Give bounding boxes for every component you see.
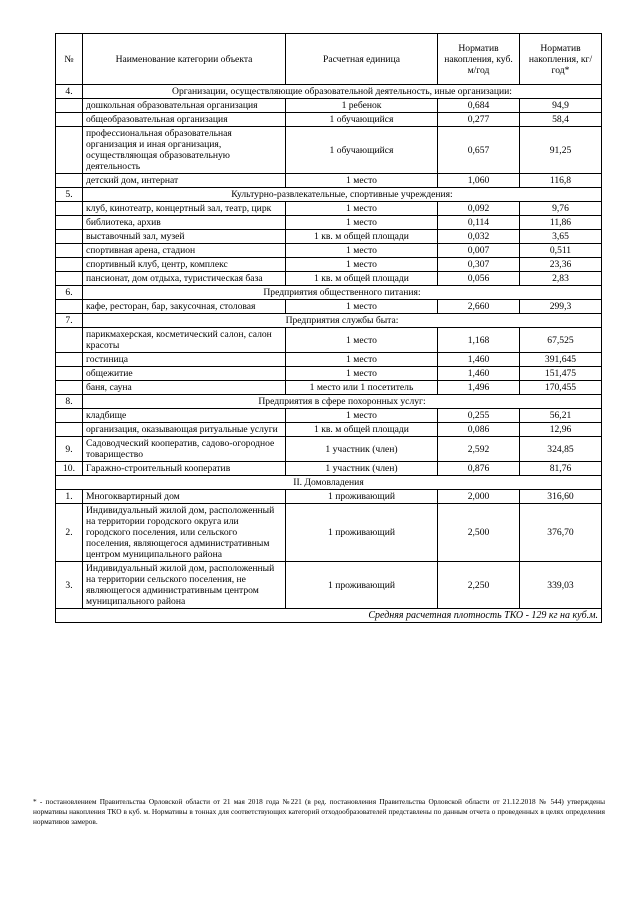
unit-cell: 1 место	[286, 258, 438, 272]
unit-cell: 1 место	[286, 216, 438, 230]
section-title: Предприятия общественного питания:	[83, 286, 602, 300]
table-row	[56, 300, 602, 314]
unit-cell: 1 кв. м общей площади	[286, 272, 438, 286]
row-number	[56, 244, 83, 258]
norm-kg-cell: 58,4	[520, 113, 602, 127]
table-row	[56, 258, 602, 272]
section-title: Культурно-развлекательные, спортивные учреждения:	[83, 188, 602, 202]
row-number	[56, 99, 83, 113]
table-row	[56, 504, 602, 562]
row-number: 8.	[56, 395, 83, 409]
category-name: баня, сауна	[83, 381, 286, 395]
norm-kg-cell: 23,36	[520, 258, 602, 272]
norm-kg-cell: 324,85	[520, 437, 602, 462]
norm-m3-cell: 0,086	[438, 423, 520, 437]
category-name: Садоводческий кооператив, садово-огородное товарищество	[83, 437, 286, 462]
norm-kg-cell: 299,3	[520, 300, 602, 314]
norm-kg-cell: 3,65	[520, 230, 602, 244]
table-row	[56, 272, 602, 286]
section-row	[56, 188, 602, 202]
norms-document	[55, 33, 601, 623]
unit-cell: 1 место	[286, 409, 438, 423]
category-name: кафе, ресторан, бар, закусочная, столовая	[83, 300, 286, 314]
unit-cell: 1 место или 1 посетитель	[286, 381, 438, 395]
section-title: Предприятия службы быта:	[83, 314, 602, 328]
norm-kg-cell: 56,21	[520, 409, 602, 423]
norm-m3-cell: 0,277	[438, 113, 520, 127]
norm-m3-cell: 1,168	[438, 328, 520, 353]
category-name: спортивный клуб, центр, комплекс	[83, 258, 286, 272]
norm-m3-cell: 2,000	[438, 490, 520, 504]
table-row	[56, 423, 602, 437]
section-title: Организации, осуществляющие образовательной деятельность, иные организации:	[83, 85, 602, 99]
norm-m3-cell: 2,250	[438, 562, 520, 609]
row-number: 4.	[56, 85, 83, 99]
unit-cell: 1 обучающийся	[286, 113, 438, 127]
table-row	[56, 490, 602, 504]
unit-cell: 1 место	[286, 367, 438, 381]
density-note: Средняя расчетная плотность ТКО - 129 кг на куб.м.	[56, 609, 602, 623]
unit-cell: 1 проживающий	[286, 504, 438, 562]
table-row	[56, 562, 602, 609]
norm-m3-cell: 0,657	[438, 127, 520, 174]
column-header-category: Наименование категории объекта	[83, 34, 286, 85]
norm-kg-cell: 94,9	[520, 99, 602, 113]
norm-m3-cell: 0,007	[438, 244, 520, 258]
category-name: Индивидуальный жилой дом, расположенный на территории городского округа или городского поселения, или сельского поселения, являющегося административным центром муниципального района	[83, 504, 286, 562]
norm-kg-cell: 81,76	[520, 462, 602, 476]
category-name: общеобразовательная организация	[83, 113, 286, 127]
row-number	[56, 367, 83, 381]
norm-m3-cell: 0,092	[438, 202, 520, 216]
category-name: дошкольная образовательная организация	[83, 99, 286, 113]
row-number: 5.	[56, 188, 83, 202]
category-name: выставочный зал, музей	[83, 230, 286, 244]
table-body	[56, 85, 602, 609]
unit-cell: 1 участник (член)	[286, 437, 438, 462]
table-row	[56, 367, 602, 381]
norm-m3-cell: 0,032	[438, 230, 520, 244]
norm-m3-cell: 1,496	[438, 381, 520, 395]
norm-kg-cell: 9,76	[520, 202, 602, 216]
section-row	[56, 314, 602, 328]
unit-cell: 1 место	[286, 328, 438, 353]
section-title: Предприятия в сфере похоронных услуг:	[83, 395, 602, 409]
column-header-unit: Расчетная единица	[286, 34, 438, 85]
row-number	[56, 216, 83, 230]
norm-kg-cell: 91,25	[520, 127, 602, 174]
row-number	[56, 300, 83, 314]
row-number	[56, 202, 83, 216]
unit-cell: 1 проживающий	[286, 562, 438, 609]
norm-kg-cell: 11,86	[520, 216, 602, 230]
row-number	[56, 113, 83, 127]
category-name: пансионат, дом отдыха, туристическая база	[83, 272, 286, 286]
norm-kg-cell: 151,475	[520, 367, 602, 381]
row-number	[56, 174, 83, 188]
table-row	[56, 244, 602, 258]
row-number	[56, 409, 83, 423]
norm-kg-cell: 170,455	[520, 381, 602, 395]
category-name: Гаражно-строительный кооператив	[83, 462, 286, 476]
section-row	[56, 85, 602, 99]
row-number	[56, 230, 83, 244]
table-row	[56, 409, 602, 423]
section-row	[56, 286, 602, 300]
row-number: 3.	[56, 562, 83, 609]
category-name: библиотека, архив	[83, 216, 286, 230]
norm-m3-cell: 0,056	[438, 272, 520, 286]
table-row	[56, 462, 602, 476]
category-name: профессиональная образовательная организация и иная организация, осуществляющая образовательную деятельность	[83, 127, 286, 174]
column-header-norm-m3: Норматив накопления, куб. м/год	[438, 34, 520, 85]
norm-m3-cell: 1,460	[438, 367, 520, 381]
category-name: Многоквартирный дом	[83, 490, 286, 504]
norm-kg-cell: 391,645	[520, 353, 602, 367]
unit-cell: 1 место	[286, 353, 438, 367]
row-number	[56, 353, 83, 367]
unit-cell: 1 участник (член)	[286, 462, 438, 476]
category-name: спортивная арена, стадион	[83, 244, 286, 258]
table-row	[56, 113, 602, 127]
row-number: 1.	[56, 490, 83, 504]
category-name: Индивидуальный жилой дом, расположенный на территории сельского поселения, не являющегося административным центром муниципального района	[83, 562, 286, 609]
norm-m3-cell: 0,307	[438, 258, 520, 272]
column-header-number: №	[56, 34, 83, 85]
table-row	[56, 202, 602, 216]
category-name: организация, оказывающая ритуальные услуги	[83, 423, 286, 437]
norm-kg-cell: 316,60	[520, 490, 602, 504]
norm-kg-cell: 0,511	[520, 244, 602, 258]
row-number	[56, 423, 83, 437]
row-number	[56, 381, 83, 395]
unit-cell: 1 кв. м общей площади	[286, 423, 438, 437]
category-name: общежитие	[83, 367, 286, 381]
unit-cell: 1 место	[286, 202, 438, 216]
category-name: клуб, кинотеатр, концертный зал, театр, цирк	[83, 202, 286, 216]
norm-kg-cell: 2,83	[520, 272, 602, 286]
norm-m3-cell: 0,876	[438, 462, 520, 476]
row-number	[56, 328, 83, 353]
norm-m3-cell: 0,114	[438, 216, 520, 230]
table-row	[56, 216, 602, 230]
norm-m3-cell: 0,255	[438, 409, 520, 423]
section-row	[56, 395, 602, 409]
table-header-row	[56, 34, 602, 85]
row-number	[56, 272, 83, 286]
total-row	[56, 609, 602, 623]
row-number	[56, 258, 83, 272]
table-row	[56, 127, 602, 174]
norm-m3-cell: 1,460	[438, 353, 520, 367]
norm-kg-cell: 376,70	[520, 504, 602, 562]
row-number	[56, 127, 83, 174]
norm-m3-cell: 2,592	[438, 437, 520, 462]
norm-kg-cell: 67,525	[520, 328, 602, 353]
table-row	[56, 328, 602, 353]
category-name: гостиница	[83, 353, 286, 367]
table-row	[56, 353, 602, 367]
row-number: 6.	[56, 286, 83, 300]
row-number: 7.	[56, 314, 83, 328]
norm-kg-cell: 339,03	[520, 562, 602, 609]
part-heading-row	[56, 476, 602, 490]
unit-cell: 1 место	[286, 174, 438, 188]
unit-cell: 1 обучающийся	[286, 127, 438, 174]
norm-m3-cell: 2,660	[438, 300, 520, 314]
row-number: 10.	[56, 462, 83, 476]
unit-cell: 1 место	[286, 300, 438, 314]
part-heading: II. Домовладения	[56, 476, 602, 490]
norm-m3-cell: 0,684	[438, 99, 520, 113]
table-row	[56, 230, 602, 244]
unit-cell: 1 проживающий	[286, 490, 438, 504]
category-name: детский дом, интернат	[83, 174, 286, 188]
footnote: * - постановлением Правительства Орловской области от 21 мая 2018 года №221 (в ред. постановления Правительства Орловской области от 21.12.2018 № 544) утверждены нормативы накопления ТКО в куб. м. Нормативы в тоннах для соответствующих категорий отходообразователей представлены по данным отчета о проведенных в целях определения нормативов замеров.	[33, 797, 605, 826]
norms-table	[55, 33, 602, 623]
unit-cell: 1 кв. м общей площади	[286, 230, 438, 244]
table-row	[56, 437, 602, 462]
unit-cell: 1 ребенок	[286, 99, 438, 113]
norm-kg-cell: 12,96	[520, 423, 602, 437]
row-number: 2.	[56, 504, 83, 562]
category-name: кладбище	[83, 409, 286, 423]
norm-m3-cell: 2,500	[438, 504, 520, 562]
unit-cell: 1 место	[286, 244, 438, 258]
table-row	[56, 99, 602, 113]
row-number: 9.	[56, 437, 83, 462]
norm-kg-cell: 116,8	[520, 174, 602, 188]
table-row	[56, 381, 602, 395]
table-row	[56, 174, 602, 188]
norm-m3-cell: 1,060	[438, 174, 520, 188]
category-name: парикмахерская, косметический салон, салон красоты	[83, 328, 286, 353]
column-header-norm-kg: Норматив накопления, кг/год*	[520, 34, 602, 85]
